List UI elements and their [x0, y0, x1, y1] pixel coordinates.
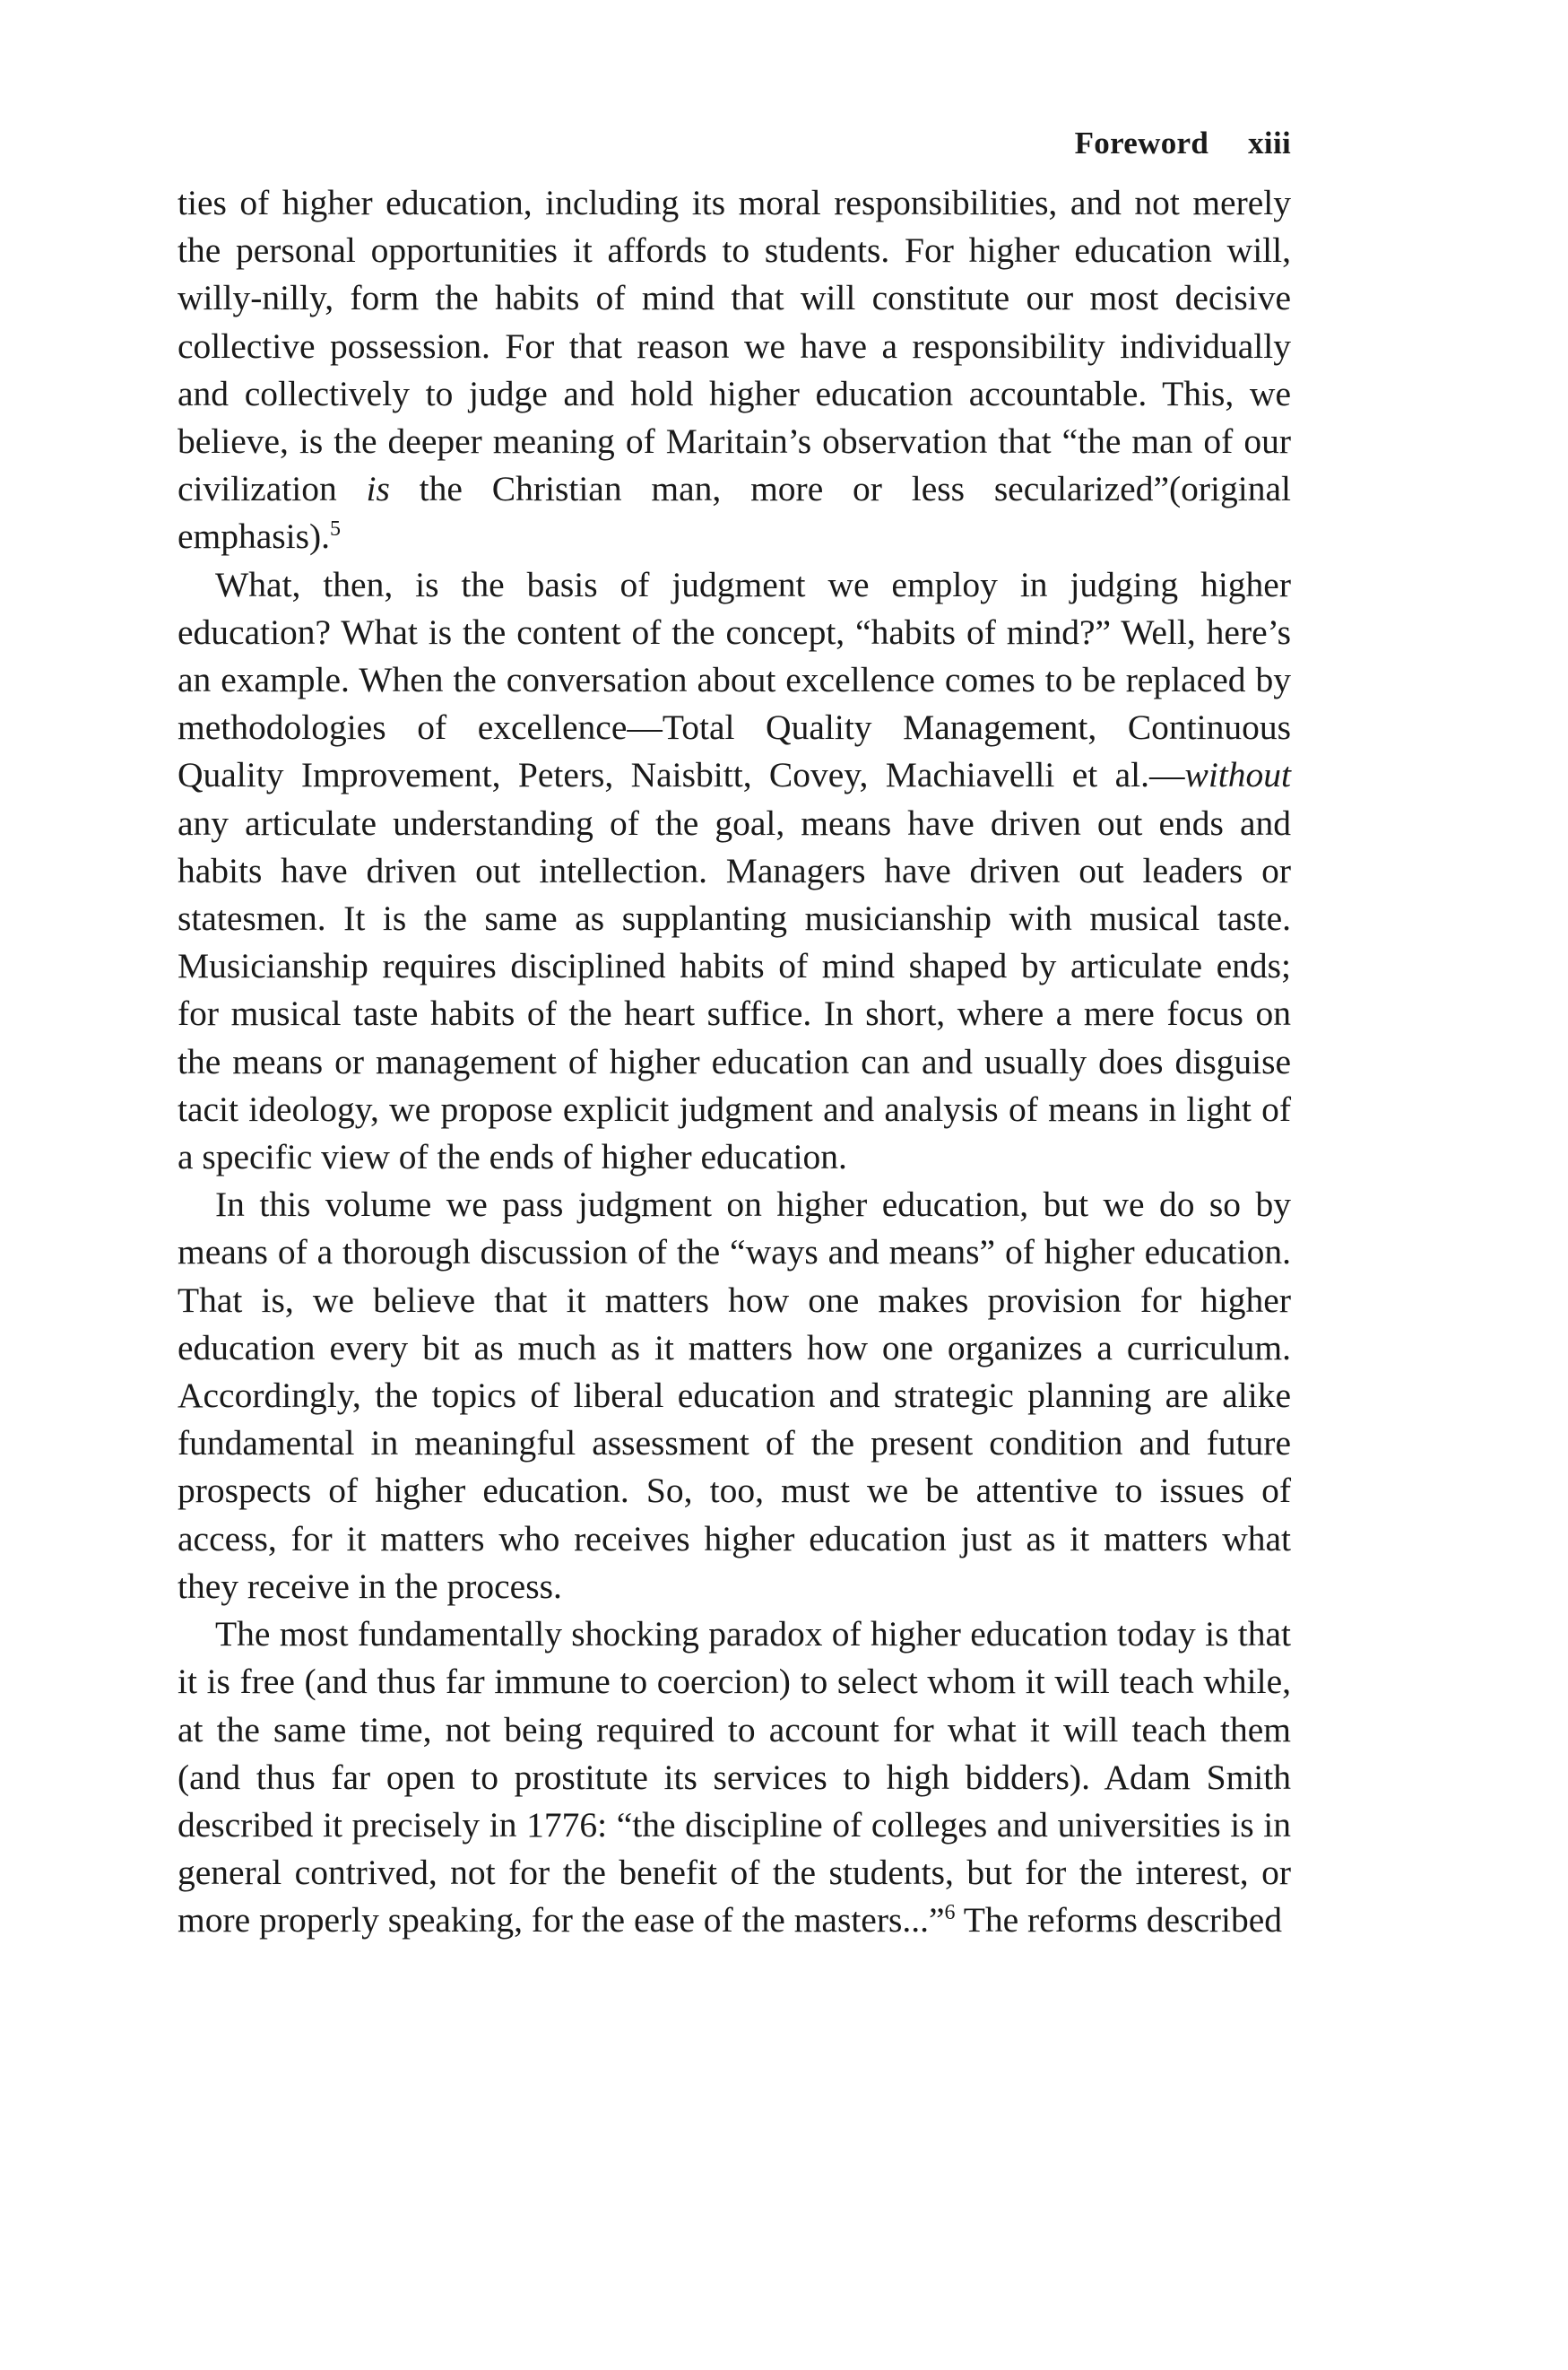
page-number: xiii: [1248, 126, 1291, 161]
text-run: the Christian man, more or less secularized”(original emphasis).: [178, 469, 1291, 557]
italic-text: without: [1184, 755, 1291, 795]
body-text: [178, 179, 1291, 1945]
italic-text: is: [366, 469, 390, 509]
paragraph: [178, 1610, 1291, 1944]
text-run: The most fundamentally shocking paradox of higher education today is that it is free (and thus far immune to coercion) to select whom it will teach while, at the same time, not being required to account for what it will teach them (and thus far open to prostitute its services to high bidders). Adam Smith described it precisely in 1776: “the discipline of colleges and universities is in general contrived, not for the benefit of the students, but for the interest, or more properly speaking, for the ease of the masters...”: [178, 1614, 1291, 1940]
running-head-title: Foreword: [1074, 126, 1209, 161]
text-run: What, then, is the basis of judgment we employ in judging higher education? What is the content of the concept, “habits of mind?” Well, here’s an example. When the conversation about excellence comes to be replaced by methodologies of excellence—Total Quality Management, Continuous Quality Improvement, Peters, Naisbitt, Covey, Machiavelli et al.—: [178, 564, 1291, 795]
paragraph: [178, 1181, 1291, 1610]
text-run: any articulate understanding of the goal, means have driven out ends and habits have driven out intellection. Managers have driven out leaders or statesmen. It is the same as supplanting musicianship with musical taste. Musicianship requires disciplined habits of mind shaped by articulate ends; for musical taste habits of the heart suffice. In short, where a mere focus on the means or management of higher education can and usually does disguise tacit ideology, we propose explicit judgment and analysis of means in light of a specific view of the ends of higher education.: [178, 803, 1291, 1177]
paragraph: [178, 561, 1291, 1182]
paragraph: [178, 179, 1291, 561]
text-run: In this volume we pass judgment on higher education, but we do so by means of a thorough discussion of the “ways and means” of higher education. That is, we believe that it matters how one makes provision for higher education every bit as much as it matters how one organizes a curriculum. Accordingly, the topics of liberal education and strategic planning are alike fundamental in meaningful assessment of the present condition and future prospects of higher education. So, too, must we be attentive to issues of access, for it matters who receives higher education just as it matters what they receive in the process.: [178, 1185, 1291, 1606]
text-run: ties of higher education, including its moral responsibilities, and not merely the personal opportunities it affords to students. For higher education will, willy-nilly, form the habits of mind that will constitute our most decisive collective possession. For that reason we have a responsibility individually and collectively to judge and hold higher education accountable. This, we believe, is the deeper meaning of Maritain’s observation that “the man of our civilization: [178, 183, 1291, 509]
book-page: [178, 126, 1291, 1945]
text-run: The reforms described: [955, 1900, 1283, 1940]
running-head: [178, 126, 1291, 161]
footnote-marker: 6: [944, 1901, 956, 1925]
footnote-marker: 5: [330, 517, 342, 542]
